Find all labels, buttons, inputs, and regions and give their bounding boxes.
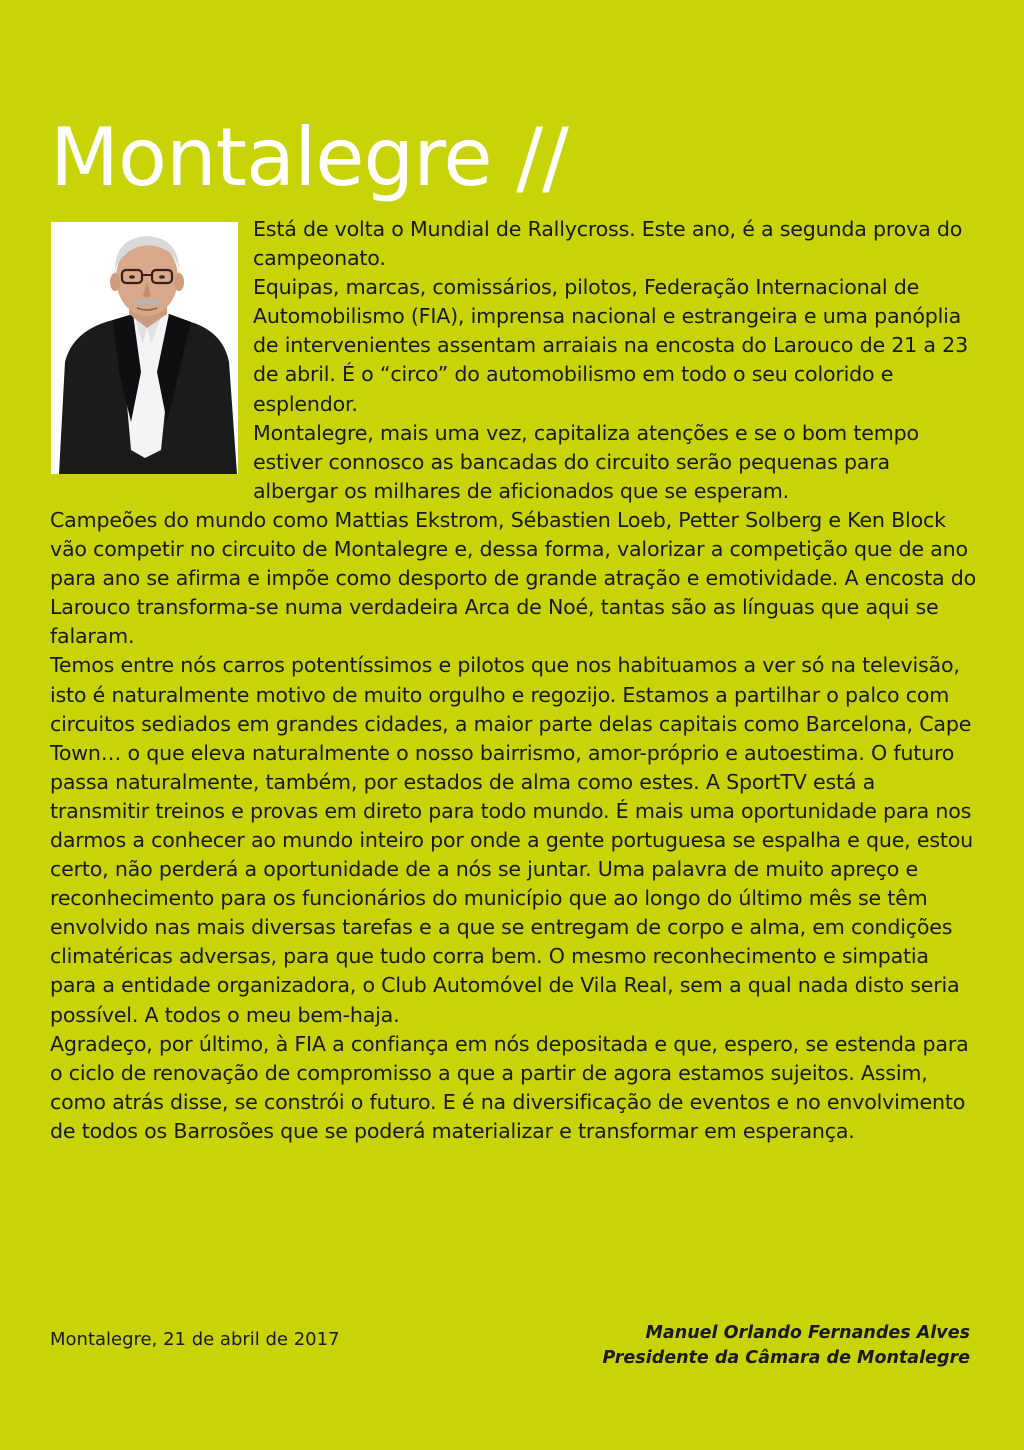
date-line: Montalegre, 21 de abril de 2017	[50, 1329, 340, 1350]
portrait-wrap-space	[50, 215, 253, 505]
signature-name: Manuel Orlando Fernandes Alves	[645, 1323, 970, 1343]
page-title: Montalegre //	[50, 111, 568, 204]
paragraph-pride: Temos entre nós carros potentíssimos e pilotos que nos habituamos a ver só na televisão, isto é naturalmente motivo de muito orgulho e regozijo. Estamos a partilhar o palco com circuitos sediados em grandes cidades, a maior parte delas capitais como Barcelona, Cape Town… o que eleva naturalmente o nosso bairrismo, amor-próprio e autoestima. O futuro passa naturalmente, também, por estados de alma como estes. A SportTV está a transmitir treinos e provas em direto para todo mundo. É mais uma oportunidade para nos darmos a conhecer ao mundo inteiro por onde a gente portuguesa se espalha e que, estou certo, não perderá a oportunidade de a nós se juntar. Uma palavra de muito apreço e reconhecimento para os funcionários do município que ao longo do último mês se têm envolvido nas mais diversas tarefas e a que se entregam de corpo e alma, em condições climatéricas adversas, para que tudo corra bem. O mesmo reconhecimento e simpatia para a entidade organizadora, o Club Automóvel de Vila Real, sem a qual nada disto seria possível. A todos o meu bem-haja.	[50, 653, 973, 1027]
paragraph-champions: Campeões do mundo como Mattias Ekstrom, Sébastien Loeb, Petter Solberg e Ken Block vão competir no circuito de Montalegre e, dessa forma, valorizar a competição que de ano para ano se afirma e impõe como desporto de grande atração e emotividade. A encosta do Larouco transforma-se numa verdadeira Arca de Noé, tantas são as línguas que aqui se falaram.	[50, 507, 977, 649]
signature-block	[603, 1321, 971, 1371]
article-body	[50, 215, 980, 1146]
paragraph-thanks: Agradeço, por último, à FIA a confiança em nós depositada e que, espero, se estenda para o ciclo de renovação de compromisso a que a partir de agora estamos sujeitos. Assim, como atrás disse, se constrói o futuro. E é na diversificação de eventos e no envolvimento de todos os Barrosões que se poderá materializar e transformar em esperança.	[50, 1031, 969, 1143]
paragraph-intro: Está de volta o Mundial de Rallycross. Este ano, é a segunda prova do campeonato.	[253, 217, 963, 271]
signature-role: Presidente da Câmara de Montalegre	[602, 1348, 970, 1368]
paragraph-participants: Equipas, marcas, comissários, pilotos, Federação Internacional de Automobilismo (FIA), imprensa nacional e estrangeira e uma panóplia de intervenientes assentam arraiais na encosta do Larouco de 21 a 23 de abril. É o “circo” do automobilismo em todo o seu colorido e esplendor.	[253, 275, 968, 416]
paragraph-montalegre: Montalegre, mais uma vez, capitaliza atenções e se o bom tempo estiver connosco as bancadas do circuito serão pequenas para albergar os milhares de aficionados que se esperam.	[253, 420, 919, 503]
